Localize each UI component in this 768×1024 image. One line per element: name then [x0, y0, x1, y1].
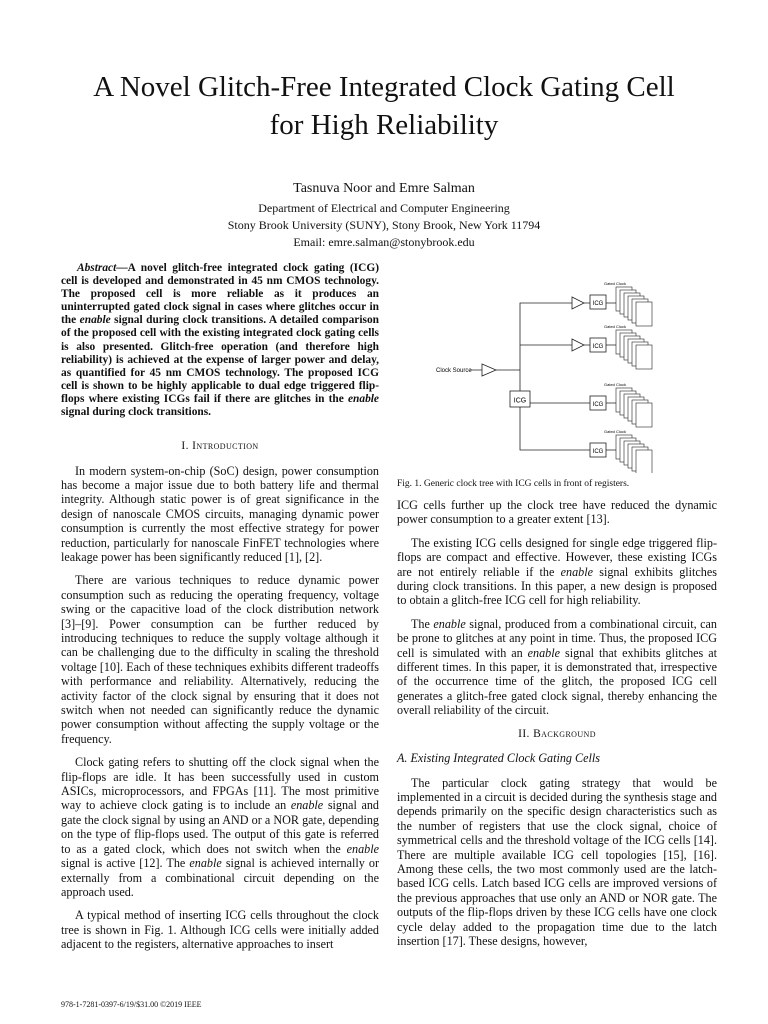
intro-p3-text-a: Clock gating refers to shutting off the clock signal when the flip-flops are idle. It has been successfully used in custom ASICs, microprocessors, and FPGAs [11]. The most primitive way to achieve clock gating is to include an	[61, 755, 379, 813]
intro-p3-text-c: signal is active [12]. The	[61, 856, 190, 871]
gated-clock-label-2: Gated Clock	[604, 324, 627, 329]
intro-p3-text-d: signal is achieved internally or externally from a combinational circuit depending on the approach used.	[61, 856, 379, 899]
abstract-text-3: signal during clock transitions.	[61, 406, 212, 419]
icg-label-2: ICG	[592, 344, 604, 350]
register-stacks	[616, 287, 652, 473]
footer-copyright: 978-1-7281-0397-6/19/$31.00 ©2019 IEEE	[61, 1000, 202, 1009]
abstract-label: Abstract	[77, 262, 117, 274]
section-heading-background: II. Background	[518, 727, 596, 740]
intro-paragraph-3	[61, 755, 379, 899]
subsection-heading-existing-icg: A. Existing Integrated Clock Gating Cells	[397, 751, 600, 766]
right-p2-text-b: signal exhibits glitches during clock transitions. In this paper, a new design is proposed to obtain a glitch-free ICG cell for high reliability.	[397, 564, 717, 608]
icg-label-1: ICG	[592, 301, 604, 307]
right-p3-enable-2: enable	[527, 645, 561, 660]
section-heading-introduction: I. Introduction	[181, 440, 259, 453]
right-paragraph-2	[397, 536, 717, 608]
email[interactable]: Email: emre.salman@stonybrook.edu	[293, 235, 475, 249]
right-p3-text-c: signal that exhibits glitches at different times. In this paper, it is demonstrated that, irrespective of the occurrence time of the glitch, the proposed ICG cell generates a glitch-free gated clock signal, thereby enhancing the overall reliability of the circuit.	[397, 645, 717, 718]
intro-paragraph-2: There are various techniques to reduce dynamic power consumption such as reducing the operating frequency, voltage swing or the capacitive load of the clock distribution network [3]–[9]. Power consumption can be further reduced by introducing techniques to reduce the supply voltage although it can be challenging due to the difficulty in scaling the threshold voltage [10]. Each of these techniques exhibits different tradeoffs with performance and reliability. Alternatively, reducing the activity factor of the clock signal by ensuring that it does not switch when not needed can significantly reduce the dynamic power consumption without affecting the supply voltage or the frequency.	[61, 573, 379, 746]
intro-p3-enable-2: enable	[346, 841, 379, 856]
paper-title	[40, 68, 728, 144]
university: Stony Brook University (SUNY), Stony Brook, New York 11794	[227, 218, 541, 232]
abstract-text-2: signal during clock transitions. A detailed comparison of the proposed cell with the existing integrated clock gating cells is also presented. Glitch-free operation (and therefore high reliability) is achieved at the expense of larger power and delay, as quantified for 45 nm CMOS technology. The proposed ICG cell is shown to be highly applicable to dual edge triggered flip-flops where existing ICGs fail if there are glitches in the	[61, 314, 379, 405]
intro-p3-text-b: signal and gate the clock signal by using an AND or a NOR gate, depending on the type of flip-flops used. The output of this gate is referred to as a gated clock, which does not switch when the	[61, 798, 379, 856]
right-paragraph-4: The particular clock gating strategy that would be implemented in a circuit is decided during the synthesis stage and depends primarily on the specific design characteristics such as the number of registers that use the clock signal, choice of symmetrical cells and the threshold voltage of the ICG cells [14]. There are multiple available ICG cell topologies [15], [16]. Among these cells, the two most commonly used are the latch-based ICG cells. Latch based ICG cells are improved versions of the previous approaches that use only an AND or NOR gate. The outputs of the flip-flops driven by these ICG cells have one clock cycle delay added to the propagation time due to the latch insertion [17]. These designs, however,	[397, 775, 717, 948]
abstract-enable-2: enable	[347, 392, 379, 405]
right-p2-enable: enable	[560, 564, 593, 579]
right-column	[397, 478, 717, 957]
left-column	[61, 262, 379, 961]
right-paragraph-1: ICG cells further up the clock tree have reduced the dynamic power consumption to a greater extent [13].	[397, 498, 717, 527]
right-p3-text-b: signal, produced from a combinational circuit, can be prone to glitches at any point in time. Thus, the proposed ICG cell is simulated with an	[397, 616, 717, 660]
right-p3-text-a: The	[411, 616, 434, 631]
abstract-text-1: A novel glitch-free integrated clock gating (ICG) cell is developed and demonstrated in 45 nm CMOS technology. The proposed cell is more reliable as it produces an uninterrupted gated clock signal in cases where glitches occur in the	[61, 262, 379, 327]
right-p3-enable-1: enable	[433, 616, 466, 631]
abstract-enable-1: enable	[79, 314, 111, 327]
affiliation	[40, 200, 728, 251]
clock-source-label: Clock Source	[436, 368, 472, 374]
gated-clock-label-1: Gated Clock	[604, 281, 627, 286]
icg-label-root: ICG	[513, 397, 527, 405]
gated-clock-label-3: Gated Clock	[604, 382, 627, 387]
department: Department of Electrical and Computer Engineering	[258, 201, 510, 215]
figure-1-caption: Fig. 1. Generic clock tree with ICG cells in front of registers.	[397, 479, 630, 489]
authors: Tasnuva Noor and Emre Salman	[293, 181, 475, 196]
icg-label-4: ICG	[592, 449, 604, 455]
title-line-1: A Novel Glitch-Free Integrated Clock Gating Cell	[93, 71, 675, 103]
title-line-2: for High Reliability	[269, 109, 499, 141]
right-p2-text-a: The existing ICG cells designed for single edge triggered flip-flops are compact and effective. However, these existing ICGs are not entirely reliable if the	[397, 535, 717, 579]
intro-p3-enable-1: enable	[290, 798, 324, 813]
intro-p3-enable-3: enable	[189, 856, 222, 871]
right-paragraph-3	[397, 617, 717, 718]
abstract-dash: —	[116, 262, 128, 274]
abstract	[61, 262, 379, 419]
intro-paragraph-1: In modern system-on-chip (SoC) design, power consumption has become a major issue due to both battery life and thermal integrity. Although static power is of great significance in the design of nanoscale CMOS circuits, managing dynamic power consumption is currently the most effective strategy for power reduction, particularly for nanoscale FinFET technologies where leakage power has been significantly reduced [1], [2].	[61, 463, 379, 564]
icg-label-3: ICG	[592, 402, 604, 408]
intro-paragraph-4: A typical method of inserting ICG cells throughout the clock tree is shown in Fig. 1. Although ICG cells were initially added adjacent to the registers, alternative approaches to insert	[61, 908, 379, 952]
figure-clock-tree-diagram	[428, 263, 704, 473]
gated-clock-label-4: Gated Clock	[604, 429, 627, 434]
